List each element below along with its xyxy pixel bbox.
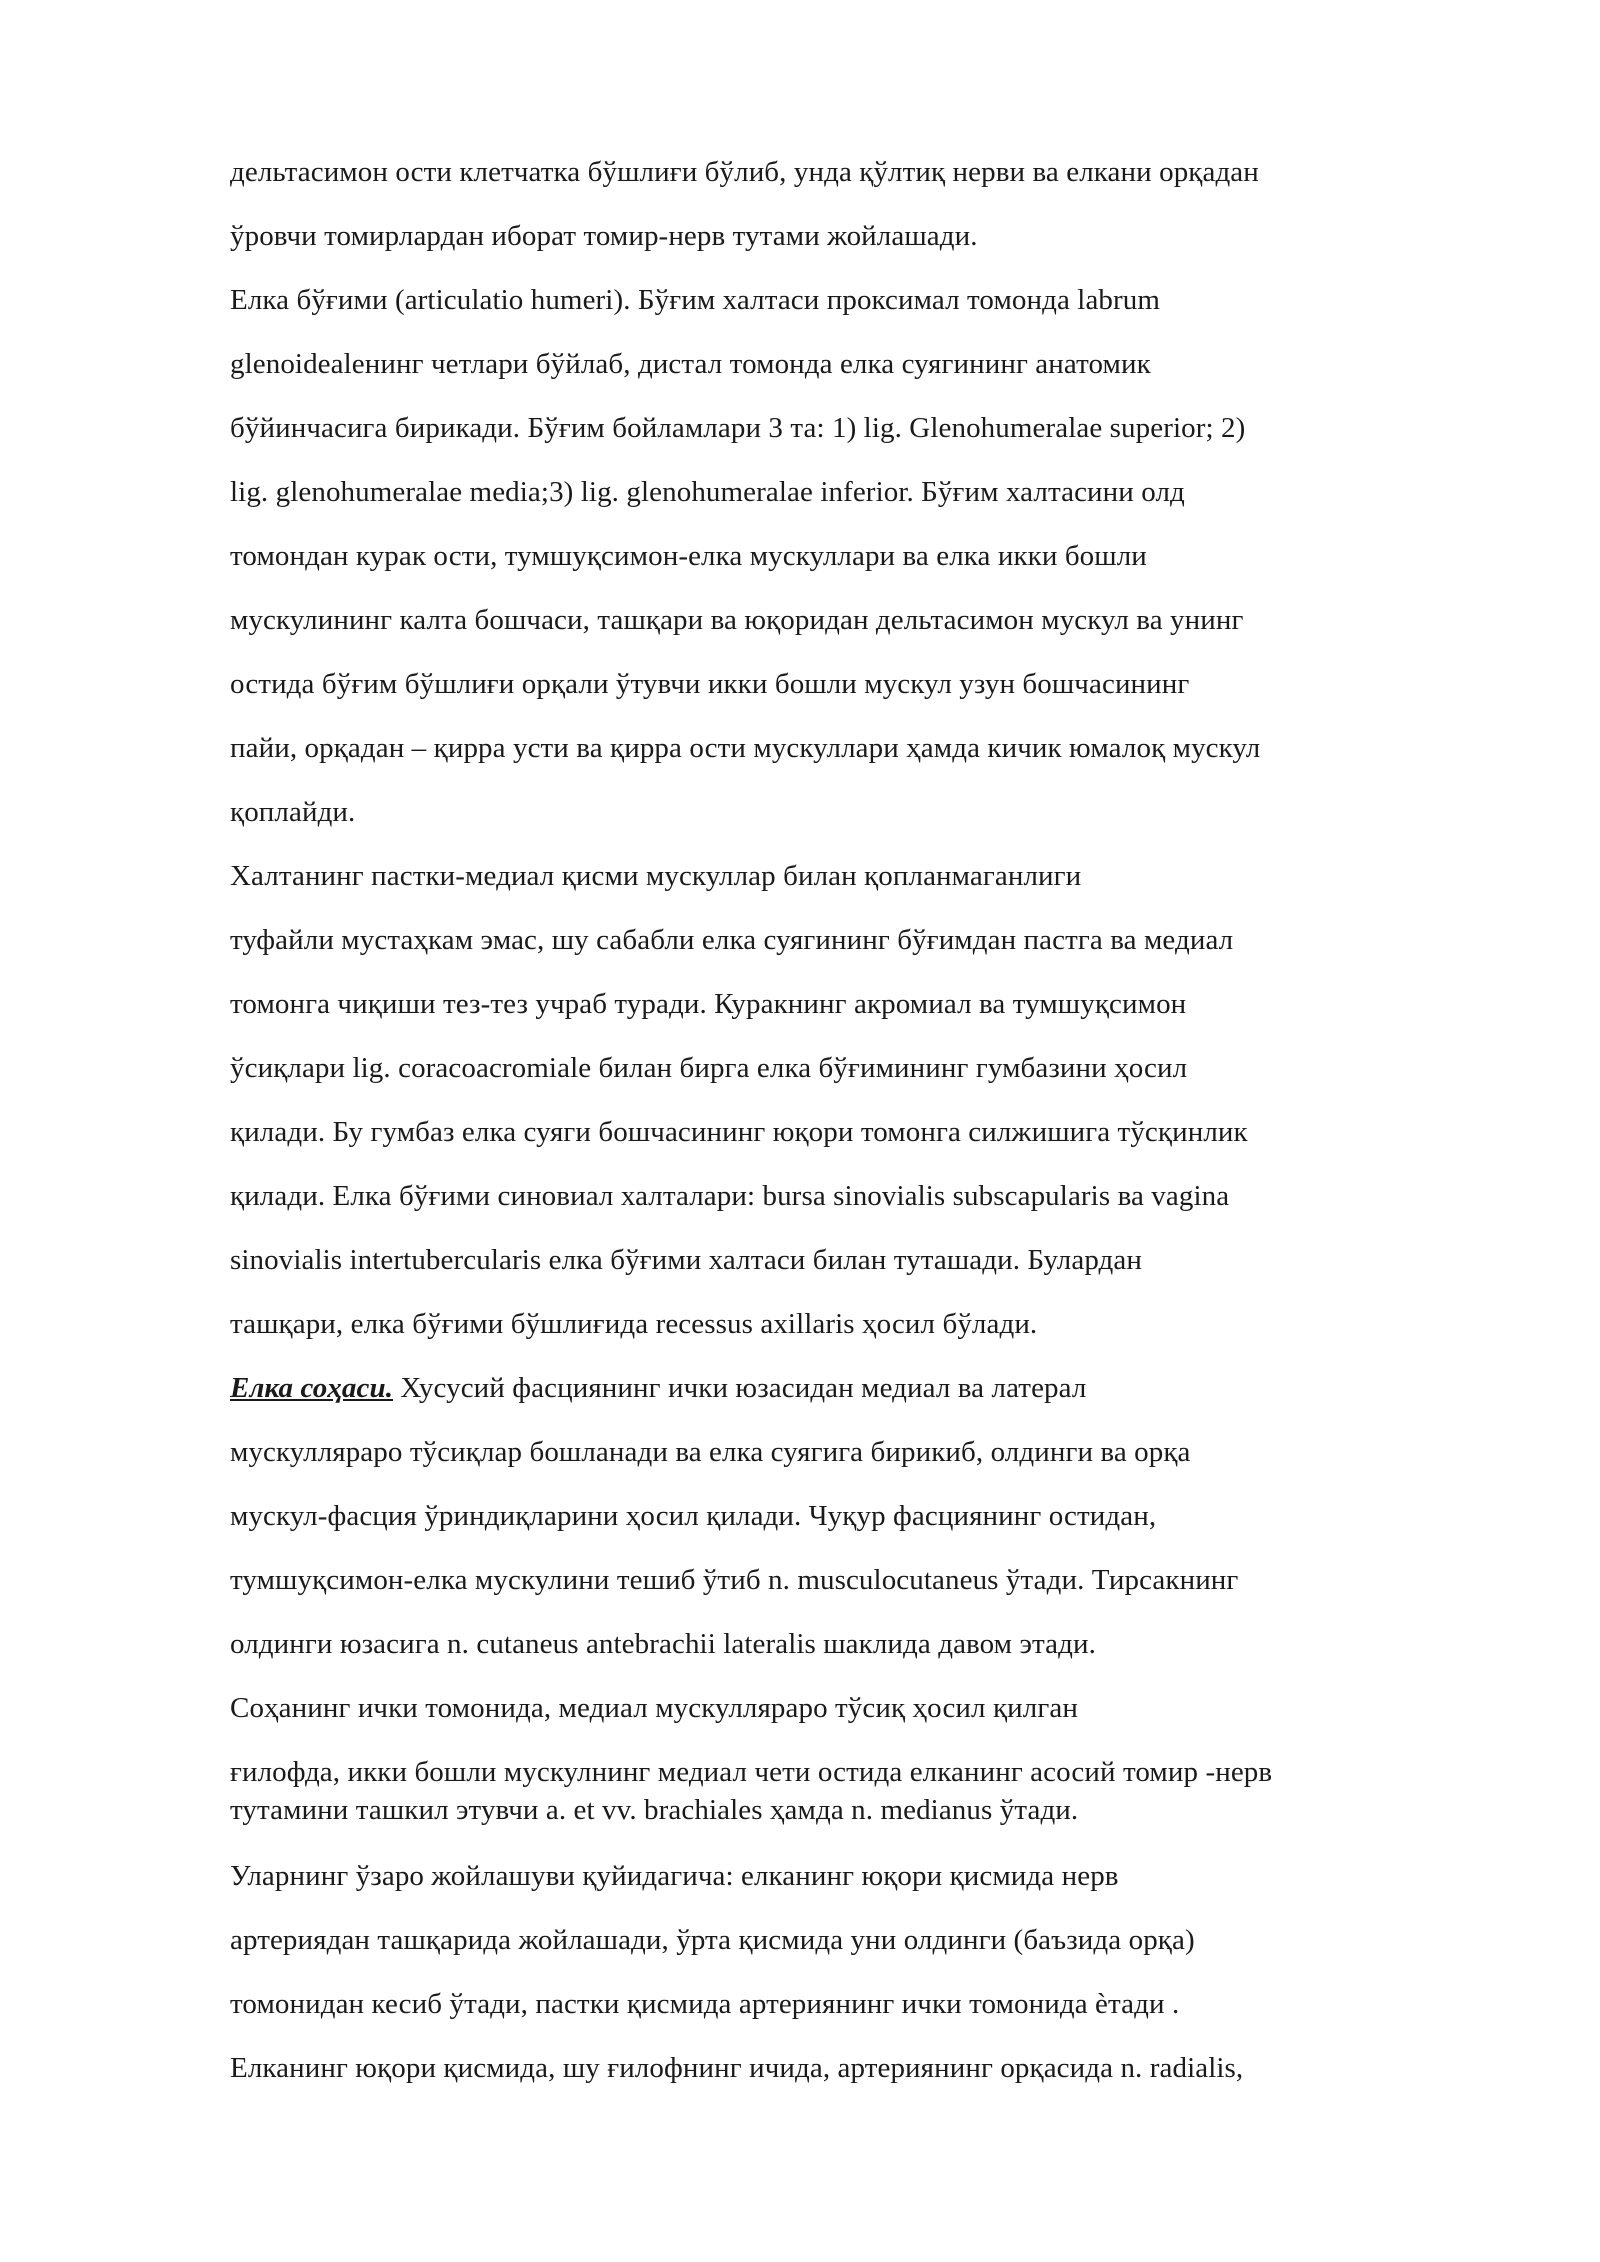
text-line: Халтанинг пастки-медиал қисми мускуллар билан қопланмаганлиги — [230, 860, 1082, 892]
text-line: тумшуқсимон-елка мускулини тешиб ўтиб n. musculocutaneus ўтади. Тирсакнинг — [230, 1564, 1239, 1596]
text-line: қоплайди. — [230, 796, 356, 828]
text-line: Уларнинг ўзаро жойлашуви қуйидагича: елканинг юқори қисмида нерв — [230, 1860, 1119, 1892]
text-line: мускул-фасция ўриндиқларини ҳосил қилади. Чуқур фасциянинг остидан, — [230, 1500, 1157, 1532]
text-line: sinovialis intertubercularis елка бўғими халтаси билан туташади. Булардан — [230, 1244, 1142, 1276]
text-line: томондан курак ости, тумшуқсимон-елка мускуллари ва елка икки бошли — [230, 540, 1147, 572]
text-line: пайи, орқадан – қирра усти ва қирра ости мускуллари ҳамда кичик юмалоқ мускул — [230, 732, 1261, 764]
section-heading-line — [230, 1370, 1086, 1406]
text-line: Соҳанинг ички томонида, медиал мускулляраро тўсиқ ҳосил қилган — [230, 1692, 1078, 1724]
section-heading-text: Хусусий фасциянинг ички юзасидан медиал ва латерал — [393, 1372, 1087, 1404]
text-line: артериядан ташқарида жойлашади, ўрта қисмида уни олдинги (баъзида орқа) — [230, 1924, 1195, 1956]
text-line: Елканинг юқори қисмида, шу ғилофнинг ичида, артериянинг орқасида n. radialis, — [230, 2052, 1244, 2084]
text-line: томонидан кесиб ўтади, пастки қисмида артериянинг ички томонида ѐтади . — [230, 1988, 1180, 2020]
text-line: остида бўғим бўшлиғи орқали ўтувчи икки бошли мускул узун бошчасининг — [230, 668, 1190, 700]
text-line: glenoidealенинг четлари бўйлаб, дистал томонда елка суягининг анатомик — [230, 348, 1151, 380]
text-line: бўйинчасига бирикади. Бўғим бойламлари 3 та: 1) lig. Glenohumeralae superior; 2) — [230, 412, 1246, 444]
text-line: мускулининг калта бошчаси, ташқари ва юқоридан дельтасимон мускул ва унинг — [230, 604, 1244, 636]
text-line: қилади. Елка бўғими синовиал халталари: bursa sinovialis subscapularis ва vagina — [230, 1180, 1230, 1212]
text-line: Елка бўғими (articulatio humeri). Бўғим халтаси проксимал томонда labrum — [230, 284, 1161, 316]
text-line: олдинги юзасига n. cutaneus antebrachii lateralis шаклида давом этади. — [230, 1628, 1096, 1660]
text-line: ғилофда, икки бошли мускулнинг медиал чети остида елканинг асосий томир -нерв — [230, 1756, 1273, 1788]
text-line: мускулляраро тўсиқлар бошланади ва елка суягига бирикиб, олдинги ва орқа — [230, 1436, 1191, 1468]
text-line: ташқари, елка бўғими бўшлиғида recessus axillaris ҳосил бўлади. — [230, 1308, 1038, 1340]
section-heading: Елка соҳаси. — [230, 1372, 394, 1404]
text-line: тутамини ташкил этувчи a. et vv. brachiales ҳамда n. medianus ўтади. — [230, 1794, 1079, 1826]
text-line: туфайли мустаҳкам эмас, шу сабабли елка суягининг бўғимдан пастга ва медиал — [230, 924, 1234, 956]
text-line: дельтасимон ости клетчатка бўшлиғи бўлиб, унда қўлтиқ нерви ва елкани орқадан — [230, 156, 1259, 188]
text-line: қилади. Бу гумбаз елка суяги бошчасининг юқори томонга силжишига тўсқинлик — [230, 1116, 1248, 1148]
text-line: ўровчи томирлардан иборат томир-нерв тутами жойлашади. — [230, 220, 978, 252]
text-line: lig. glenohumeralae media;3) lig. glenohumeralae inferior. Бўғим халтасини олд — [230, 476, 1185, 508]
text-line: ўсиқлари lig. coracoacromiale билан бирга елка бўғимининг гумбазини ҳосил — [230, 1052, 1188, 1084]
text-line: томонга чиқиши тез-тез учраб туради. Куракнинг акромиал ва тумшуқсимон — [230, 988, 1187, 1020]
